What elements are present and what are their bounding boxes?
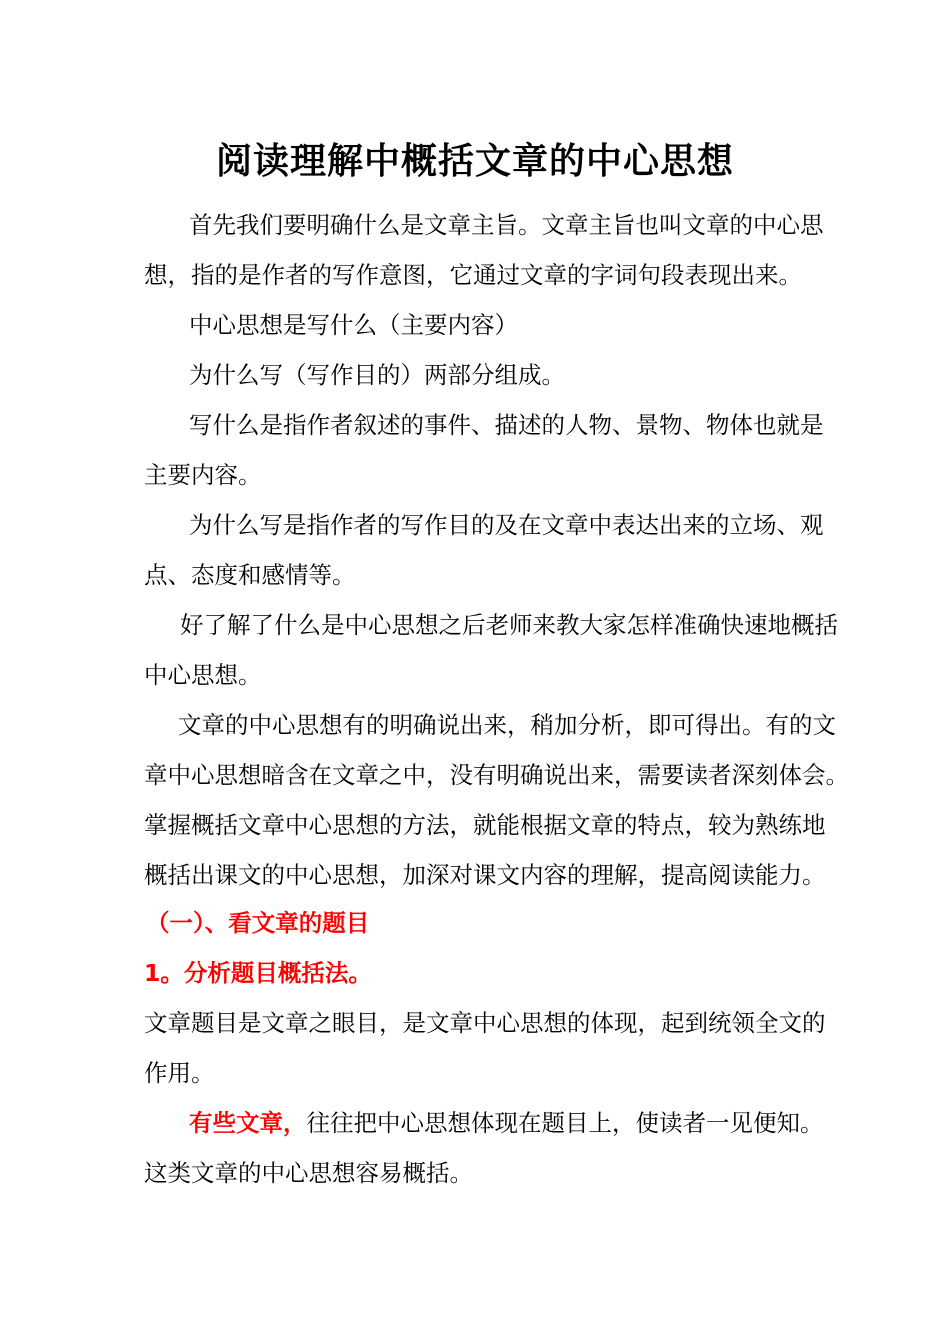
paragraph-line: 好了解了什么是中心思想之后老师来教大家怎样准确快速地概括: [180, 611, 838, 639]
paragraph-line: 中心思想是写什么（主要内容）: [189, 311, 518, 339]
paragraph-line: 想，指的是作者的写作意图，它通过文章的字词句段表现出来。: [144, 261, 802, 289]
section-heading: （一）、看文章的题目: [146, 909, 370, 937]
paragraph-line: 作用。: [144, 1059, 215, 1087]
paragraph-line: 中心思想。: [144, 661, 262, 689]
paragraph-line: 为什么写是指作者的写作目的及在文章中表达出来的立场、观: [189, 511, 824, 539]
paragraph-line: 章中心思想暗含在文章之中，没有明确说出来，需要读者深刻体会。: [144, 761, 849, 789]
paragraph-line: 这类文章的中心思想容易概括。: [144, 1159, 473, 1187]
paragraph-line: 文章的中心思想有的明确说出来，稍加分析，即可得出。有的文: [178, 711, 836, 739]
paragraph-line: 掌握概括文章中心思想的方法，就能根据文章的特点，较为熟练地: [144, 811, 826, 839]
paragraph-line: 概括出课文的中心思想，加深对课文内容的理解，提高阅读能力。: [144, 861, 826, 889]
paragraph-line: 首先我们要明确什么是文章主旨。文章主旨也叫文章的中心思: [189, 211, 824, 239]
emphasis-rest-text: 往往把中心思想体现在题目上，使读者一见便知。: [306, 1109, 824, 1137]
method-heading: 1。分析题目概括法。: [144, 959, 372, 987]
paragraph-line: 文章题目是文章之眼目，是文章中心思想的体现，起到统领全文的: [144, 1009, 826, 1037]
emphasis-text: 有些文章，: [189, 1109, 307, 1137]
page-title: 阅读理解中概括文章的中心思想: [215, 141, 734, 182]
emphasis-paragraph-line: [189, 1106, 824, 1140]
paragraph-line: 点、态度和感情等。: [144, 561, 356, 589]
paragraph-line: 为什么写（写作目的）两部分组成。: [189, 361, 565, 389]
paragraph-line: 写什么是指作者叙述的事件、描述的人物、景物、物体也就是: [189, 411, 824, 439]
paragraph-line: 主要内容。: [144, 461, 262, 489]
